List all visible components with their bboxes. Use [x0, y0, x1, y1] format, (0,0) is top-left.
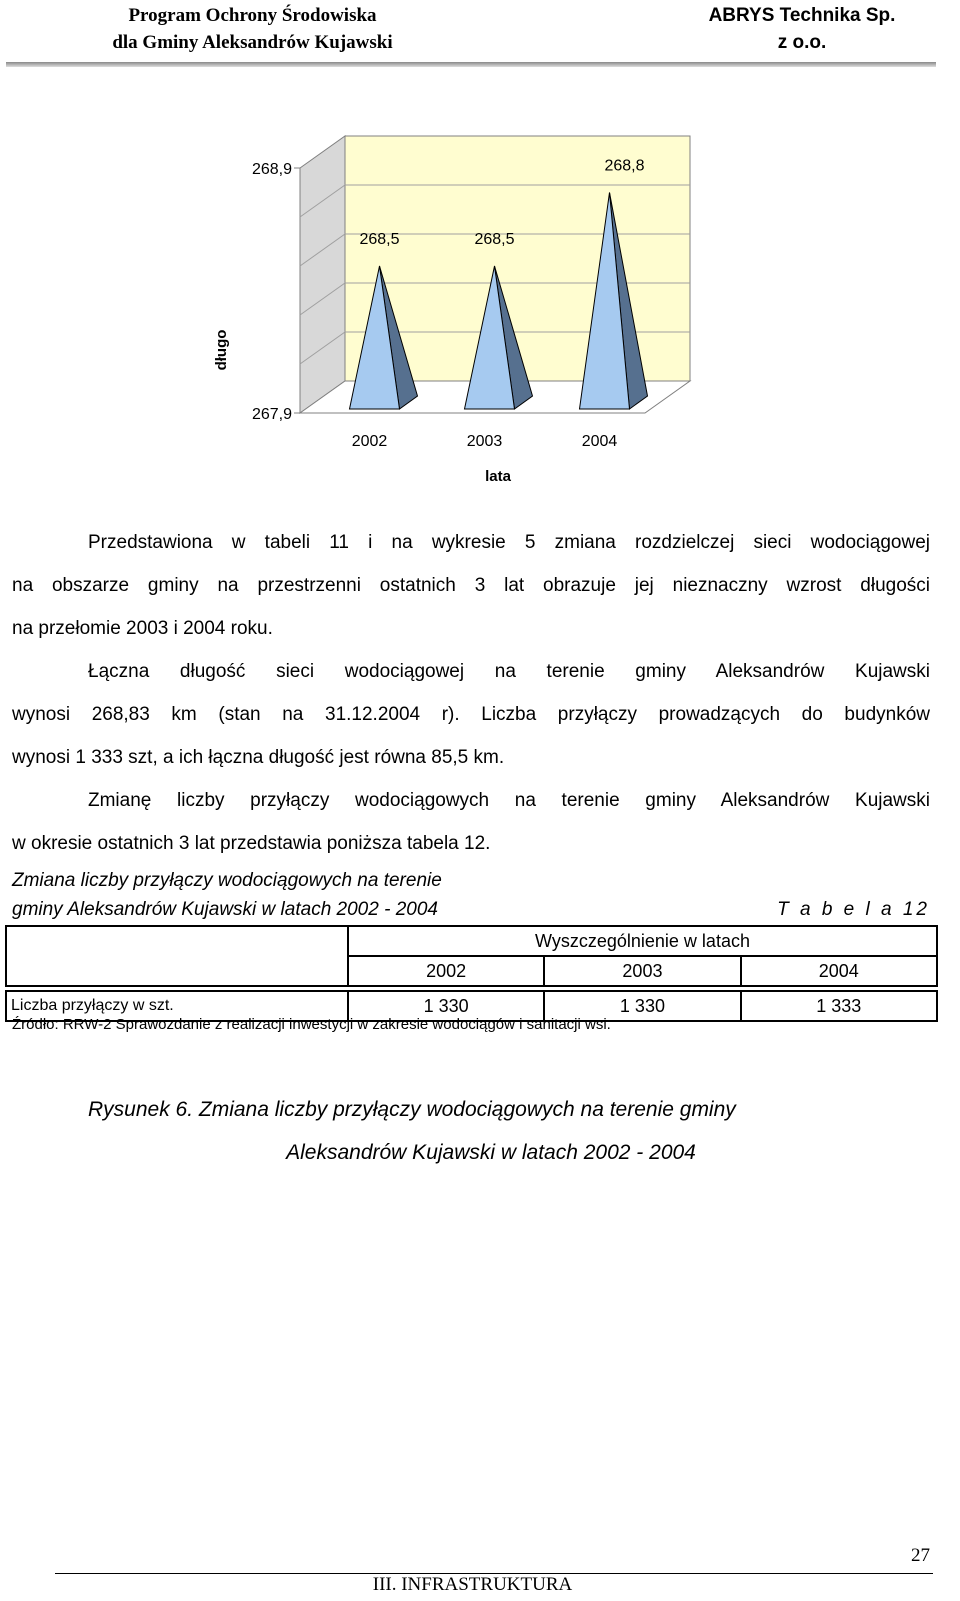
table-caption-line-2: gminy Aleksandrów Kujawski w latach 2002 - 2004 — [12, 899, 438, 920]
chart-y-ticks — [252, 161, 300, 423]
chart-x-tick-label: 2002 — [351, 433, 388, 450]
paragraph-2-line-1: Łączna długość sieci wodociągowej na terenie gminy Aleksandrów Kujawski — [88, 661, 930, 682]
paragraph-2-line-2: wynosi 268,83 km (stan na 31.12.2004 r). Liczba przyłączy prowadzących do budynków — [12, 704, 930, 725]
table-header-row — [6, 926, 937, 956]
table-year-header: 2002 — [348, 956, 544, 986]
chart-y-tick-label: 268,9 — [251, 161, 292, 178]
table-row-label: Liczba przyłączy w szt. — [6, 991, 348, 1021]
footer-section-title: III. INFRASTRUKTURA — [372, 1574, 573, 1595]
chart-data-label: 268,8 — [604, 157, 645, 175]
table-cell: 1 333 — [741, 991, 937, 1021]
y-axis-title: długo — [213, 329, 230, 371]
header-company-line2: z o.o. — [777, 32, 827, 53]
chart-x-tick-label: 2004 — [581, 433, 618, 450]
table-cell: 1 330 — [544, 991, 740, 1021]
table-year-header: 2004 — [741, 956, 937, 986]
paragraph-1-line-1: Przedstawiona w tabeli 11 i na wykresie 5 zmiana rozdzielczej sieci wodociągowej — [88, 532, 930, 553]
table-number-label: T a b e l a 12 — [777, 899, 930, 920]
pyramid-chart — [0, 0, 960, 500]
table-year-header: 2003 — [544, 956, 740, 986]
page-number: 27 — [911, 1545, 930, 1566]
table-source-note: Źródło: RRW-2 Sprawozdanie z realizacji inwestycji w zakresie wodociągów i sanitacji wsi. — [12, 1016, 611, 1033]
table-caption — [12, 866, 930, 924]
figure-caption-line-1: Rysunek 6. Zmiana liczby przyłączy wodociągowych na terenie gminy — [88, 1098, 736, 1121]
paragraph-1-line-3: na przełomie 2003 i 2004 roku. — [12, 618, 273, 639]
paragraph-3-line-2: w okresie ostatnich 3 lat przedstawia poniższa tabela 12. — [12, 833, 491, 854]
paragraph-2-line-3: wynosi 1 333 szt, a ich łączna długość jest równa 85,5 km. — [12, 747, 505, 768]
chart-x-tick-label: 2003 — [466, 433, 503, 450]
paragraph-1-line-2: na obszarze gminy na przestrzenni ostatnich 3 lat obrazuje jej nieznaczny wzrost długości — [12, 575, 930, 596]
header-program-title: Program Ochrony Środowiska — [128, 5, 377, 26]
table-corner-cell — [6, 926, 348, 986]
chart-side-wall — [300, 136, 345, 413]
x-axis-title: lata — [485, 468, 511, 485]
chart-data-label: 268,5 — [359, 231, 400, 248]
chart-x-labels — [352, 433, 618, 450]
header-municipality: dla Gminy Aleksandrów Kujawski — [112, 32, 393, 53]
paragraph-3-line-1: Zmianę liczby przyłączy wodociągowych na terenie gminy Aleksandrów Kujawski — [88, 790, 930, 811]
table-caption-line-1: Zmiana liczby przyłączy wodociągowych na terenie — [12, 870, 442, 891]
connections-table — [5, 925, 938, 1022]
chart-y-tick-label: 267,9 — [251, 406, 292, 423]
figure-caption-line-2: Aleksandrów Kujawski w latach 2002 - 2004 — [286, 1141, 696, 1164]
table-cell: 1 330 — [348, 991, 544, 1021]
table-group-header: Wyszczególnienie w latach — [348, 926, 937, 956]
header-company-line1: ABRYS Technika Sp. — [708, 5, 896, 26]
chart-data-label: 268,5 — [474, 231, 515, 248]
